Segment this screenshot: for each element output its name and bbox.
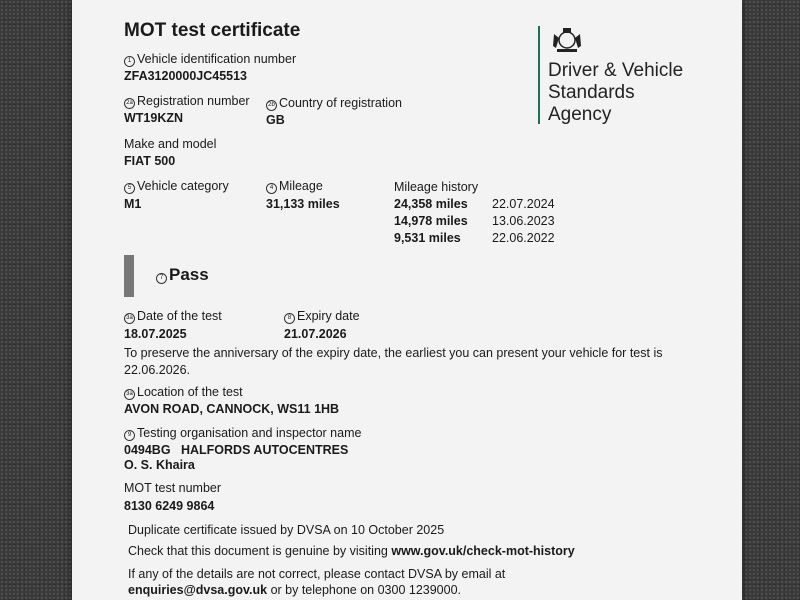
test-number-value: 8130 6249 9864 bbox=[124, 499, 215, 513]
mileage-history-miles-2: 14,978 miles bbox=[394, 214, 468, 228]
category-value: M1 bbox=[124, 197, 142, 211]
field-number-badge: 7 bbox=[156, 273, 167, 284]
location-label: 3a Location of the test bbox=[124, 385, 243, 400]
field-number-badge: 2a bbox=[124, 98, 135, 109]
organisation-value: 0494BG HALFORDS AUTOCENTRES bbox=[124, 443, 349, 457]
agency-name-line-3: Agency bbox=[548, 104, 612, 125]
field-number-badge: 1 bbox=[124, 56, 135, 67]
mileage-history-date-1: 22.07.2024 bbox=[492, 197, 555, 211]
result-bar bbox=[124, 255, 134, 297]
royal-crest-icon bbox=[550, 26, 584, 54]
anniversary-note-line-2: 22.06.2026. bbox=[124, 363, 191, 377]
test-date-value: 18.07.2025 bbox=[124, 327, 187, 341]
anniversary-note-line-1: To preserve the anniversary of the expiry date, the earliest you can present your vehicle for test is bbox=[124, 346, 663, 360]
test-date-label: 3a Date of the test bbox=[124, 309, 222, 324]
field-number-badge: 8 bbox=[284, 313, 295, 324]
check-mot-history-link[interactable]: www.gov.uk/check-mot-history bbox=[391, 544, 575, 558]
certificate-paper bbox=[72, 0, 742, 600]
registration-label: 2a Registration number bbox=[124, 94, 250, 109]
contact-note-line-2: enquiries@dvsa.gov.uk or by telephone on 0300 1239000. bbox=[128, 583, 462, 597]
duplicate-note: Duplicate certificate issued by DVSA on 10 October 2025 bbox=[128, 523, 445, 537]
mileage-history-date-3: 22.06.2022 bbox=[492, 231, 555, 245]
agency-divider bbox=[538, 26, 540, 124]
mileage-history-miles-3: 9,531 miles bbox=[394, 231, 461, 245]
mileage-history-miles-1: 24,358 miles bbox=[394, 197, 468, 211]
registration-value: WT19KZN bbox=[124, 111, 184, 125]
agency-name-line-2: Standards bbox=[548, 82, 635, 103]
category-label: 5 Vehicle category bbox=[124, 179, 229, 194]
field-number-badge: 2b bbox=[266, 100, 277, 111]
test-result: 7 Pass bbox=[156, 265, 209, 285]
country-value: GB bbox=[266, 113, 285, 127]
organisation-label: 9 Testing organisation and inspector name bbox=[124, 426, 361, 441]
vin-label: 1 Vehicle identification number bbox=[124, 52, 296, 67]
field-number-badge: 3a bbox=[124, 313, 135, 324]
genuine-note: Check that this document is genuine by visiting www.gov.uk/check-mot-history bbox=[128, 544, 575, 558]
inspector-name: O. S. Khaira bbox=[124, 458, 195, 472]
expiry-date-label: 8 Expiry date bbox=[284, 309, 360, 324]
make-model-label: Make and model bbox=[124, 137, 217, 151]
vin-value: ZFA3120000JC45513 bbox=[124, 69, 248, 83]
field-number-badge: 5 bbox=[124, 183, 135, 194]
country-label: 2b Country of registration bbox=[266, 96, 402, 111]
mileage-history-date-2: 13.06.2023 bbox=[492, 214, 555, 228]
field-number-badge: 3a bbox=[124, 389, 135, 400]
field-number-badge: 9 bbox=[124, 430, 135, 441]
agency-name-line-1: Driver & Vehicle bbox=[548, 60, 684, 81]
mileage-history-label: Mileage history bbox=[394, 180, 479, 194]
contact-note-line-1: If any of the details are not correct, please contact DVSA by email at bbox=[128, 567, 506, 581]
dvsa-email-link[interactable]: enquiries@dvsa.gov.uk bbox=[128, 583, 268, 597]
test-number-label: MOT test number bbox=[124, 481, 222, 495]
field-number-badge: 4 bbox=[266, 183, 277, 194]
expiry-date-value: 21.07.2026 bbox=[284, 327, 347, 341]
location-value: AVON ROAD, CANNOCK, WS11 1HB bbox=[124, 402, 340, 416]
mileage-value: 31,133 miles bbox=[266, 197, 340, 211]
make-model-value: FIAT 500 bbox=[124, 154, 176, 168]
mileage-label: 4 Mileage bbox=[266, 179, 323, 194]
certificate-title: MOT test certificate bbox=[124, 20, 301, 41]
